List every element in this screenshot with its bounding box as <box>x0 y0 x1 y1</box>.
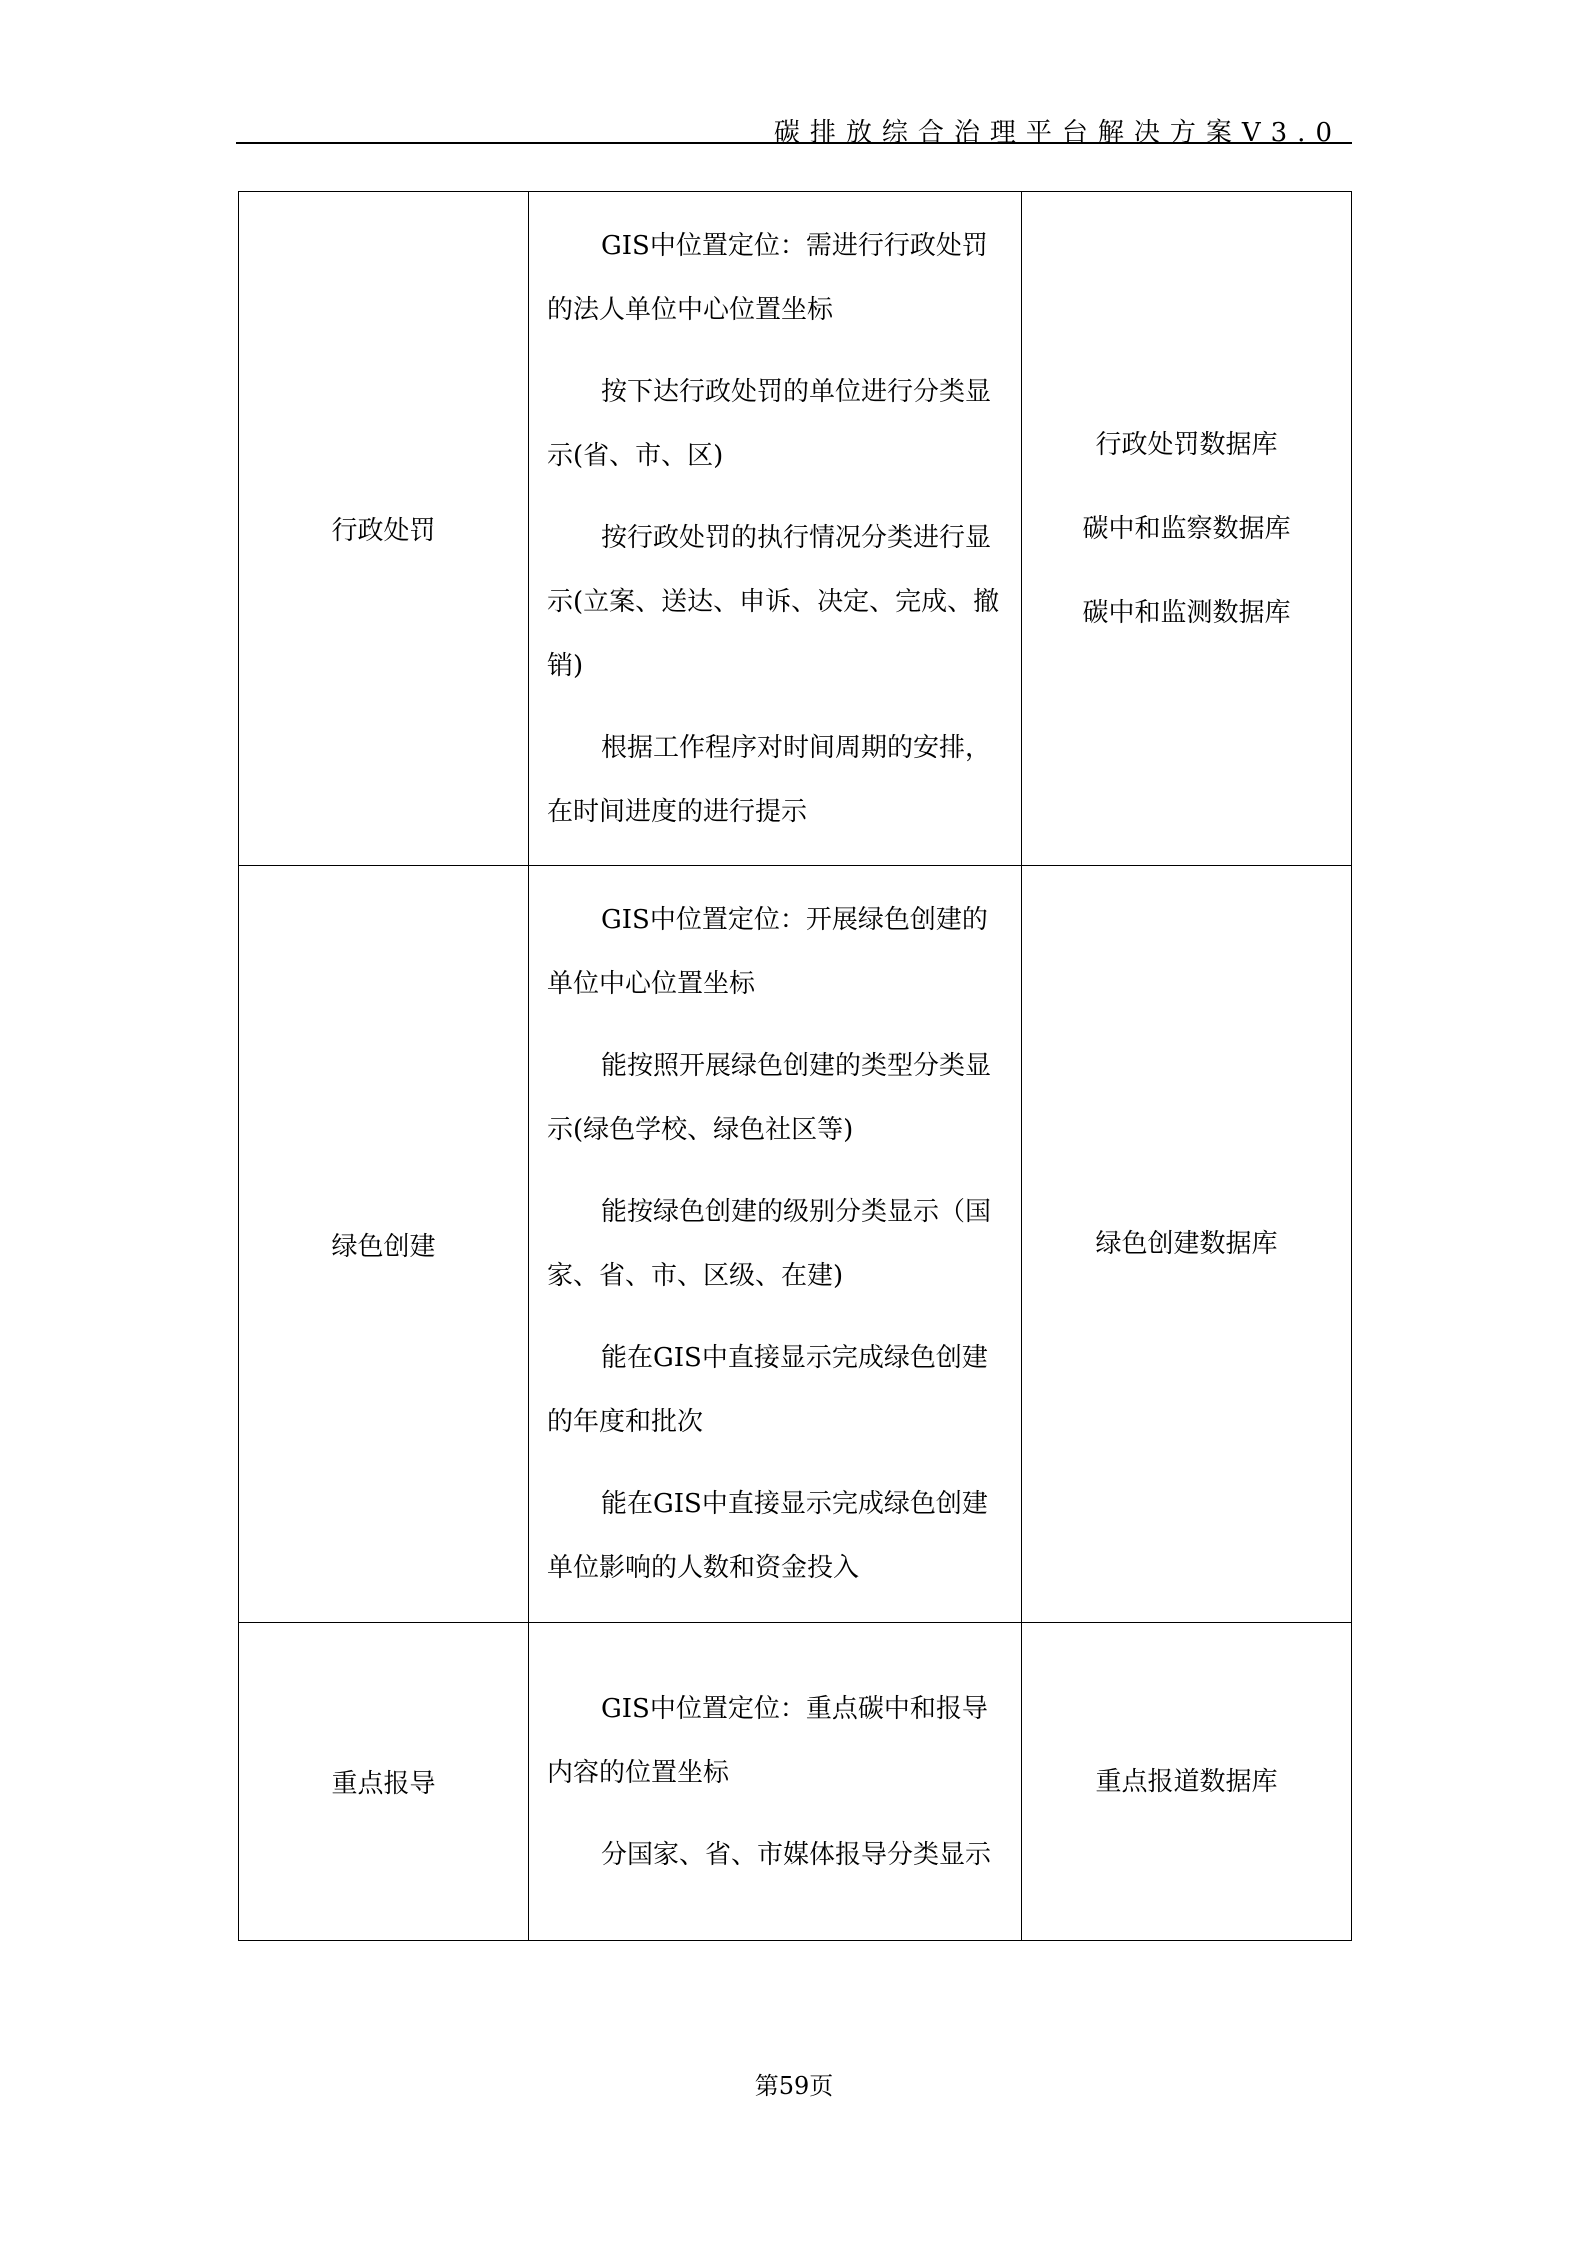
database-name: 重点报道数据库 <box>1095 1766 1278 1797</box>
description-paragraph: 按下达行政处罚的单位进行分类显示(省、市、区) <box>547 376 992 471</box>
feature-name-cell <box>239 866 529 1623</box>
description-paragraph: GIS中位置定位：需进行行政处罚的法人单位中心位置坐标 <box>547 230 988 325</box>
description-paragraph: 根据工作程序对时间周期的安排，在时间进度的进行提示 <box>547 732 992 827</box>
description-paragraph: GIS中位置定位：重点碳中和报导内容的位置坐标 <box>547 1693 988 1788</box>
table-row <box>239 1623 1352 1941</box>
database-name: 碳中和监察数据库 <box>1082 513 1291 544</box>
description-paragraph: 按行政处罚的执行情况分类进行显示(立案、送达、申诉、决定、完成、撤销) <box>547 522 1000 681</box>
feature-name: 行政处罚 <box>331 516 436 546</box>
feature-description-cell <box>529 866 1022 1623</box>
feature-table <box>238 191 1352 1941</box>
database-cell <box>1022 1623 1352 1941</box>
feature-description-cell <box>529 1623 1022 1941</box>
description-paragraph: 能在GIS中直接显示完成绿色创建的年度和批次 <box>547 1343 988 1437</box>
description-paragraph: GIS中位置定位：开展绿色创建的单位中心位置坐标 <box>547 905 988 999</box>
database-name: 绿色创建数据库 <box>1095 1229 1278 1259</box>
table-row <box>239 192 1352 866</box>
document-header-title: 碳排放综合治理平台解决方案V3.0 <box>773 118 1342 148</box>
header-divider <box>236 142 1352 144</box>
feature-name-cell <box>239 192 529 866</box>
description-paragraph: 能按照开展绿色创建的类型分类显示(绿色学校、绿色社区等) <box>547 1051 992 1145</box>
database-cell <box>1022 192 1352 866</box>
feature-name-cell <box>239 1623 529 1941</box>
page-number: 第59页 <box>754 2072 834 2100</box>
feature-name: 重点报导 <box>331 1769 436 1799</box>
feature-name: 绿色创建 <box>331 1231 436 1262</box>
database-name: 碳中和监测数据库 <box>1082 597 1291 628</box>
database-cell <box>1022 866 1352 1623</box>
description-paragraph: 分国家、省、市媒体报导分类显示 <box>601 1839 992 1870</box>
description-paragraph: 能按绿色创建的级别分类显示（国家、省、市、区级、在建) <box>547 1197 992 1291</box>
database-name: 行政处罚数据库 <box>1095 429 1278 460</box>
feature-description-cell <box>529 192 1022 866</box>
table-row <box>239 866 1352 1623</box>
description-paragraph: 能在GIS中直接显示完成绿色创建单位影响的人数和资金投入 <box>547 1489 988 1583</box>
